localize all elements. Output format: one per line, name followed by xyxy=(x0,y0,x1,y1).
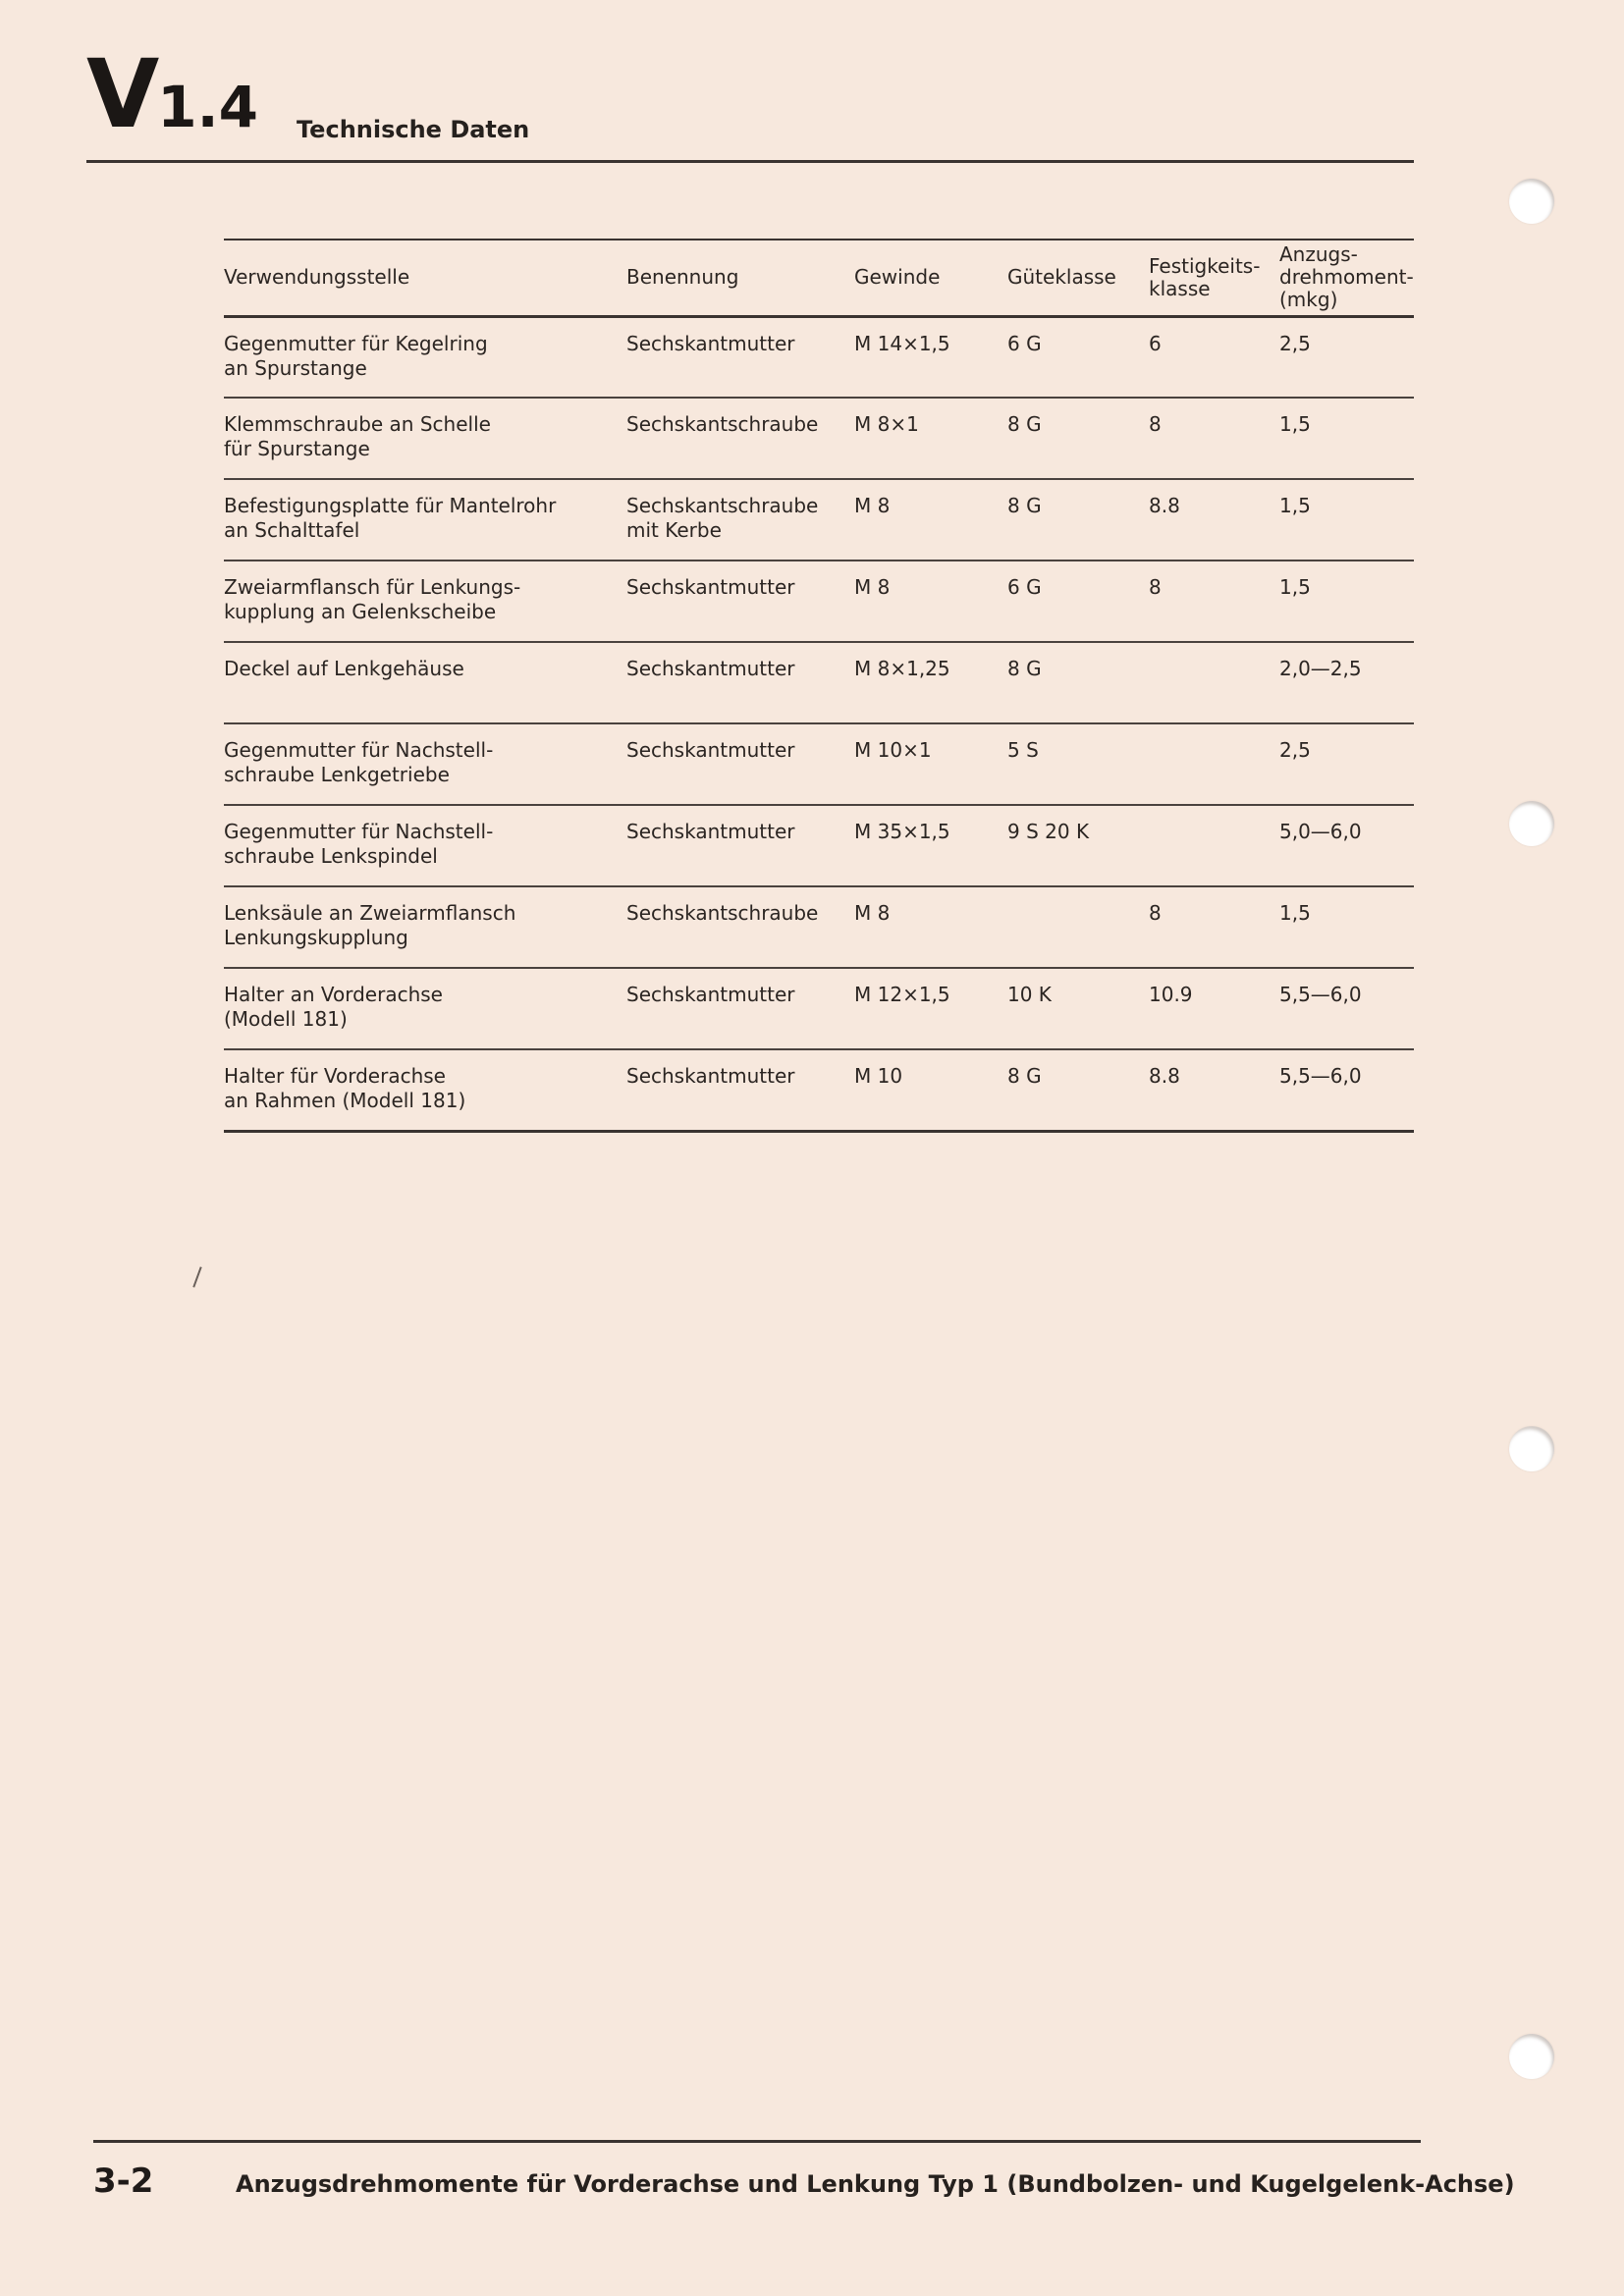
table-row xyxy=(224,1049,1414,1131)
stray-pen-mark xyxy=(192,1266,201,1287)
column-header: Benennung xyxy=(626,265,739,290)
cell-verwendungsstelle: Gegenmutter für Nachstell- schraube Lenkspindel xyxy=(224,820,494,868)
cell-gewinde: M 10 xyxy=(854,1064,903,1088)
cell-anzugsdrehmoment: 5,0—6,0 xyxy=(1279,820,1362,843)
footer-divider xyxy=(93,2140,1421,2143)
table-row xyxy=(224,723,1414,805)
cell-gueteklasse: 8 G xyxy=(1007,494,1042,517)
cell-anzugsdrehmoment: 2,5 xyxy=(1279,738,1311,762)
cell-verwendungsstelle: Klemmschraube an Schelle für Spurstange xyxy=(224,412,491,460)
cell-gueteklasse: 5 S xyxy=(1007,738,1039,762)
column-header: Verwendungsstelle xyxy=(224,265,410,290)
cell-benennung: Sechskantschraube mit Kerbe xyxy=(626,494,819,542)
cell-anzugsdrehmoment: 1,5 xyxy=(1279,412,1311,436)
footer-title: Anzugsdrehmomente für Vorderachse und Lenkung Typ 1 (Bundbolzen- und Kugelgelenk-Achse) xyxy=(236,2170,1515,2198)
page-title: Technische Daten xyxy=(297,116,530,143)
punch-hole xyxy=(1509,2034,1554,2079)
cell-festigkeitsklasse xyxy=(1149,805,1279,886)
cell-benennung: Sechskantschraube xyxy=(626,412,819,436)
table-row xyxy=(224,805,1414,886)
table-row xyxy=(224,398,1414,479)
cell-anzugsdrehmoment: 1,5 xyxy=(1279,901,1311,925)
cell-gueteklasse xyxy=(1007,886,1149,968)
cell-gewinde: M 8×1 xyxy=(854,412,919,436)
cell-festigkeitsklasse: 10.9 xyxy=(1149,983,1193,1006)
cell-verwendungsstelle: Halter an Vorderachse (Modell 181) xyxy=(224,983,443,1031)
cell-festigkeitsklasse xyxy=(1149,642,1279,723)
cell-gewinde: M 8 xyxy=(854,901,891,925)
punch-hole xyxy=(1509,801,1554,846)
cell-benennung: Sechskantmutter xyxy=(626,820,795,843)
column-header: Güteklasse xyxy=(1007,265,1116,290)
column-header: Anzugs- drehmoment- (mkg) xyxy=(1279,242,1414,312)
cell-festigkeitsklasse xyxy=(1149,723,1279,805)
cell-gueteklasse: 6 G xyxy=(1007,575,1042,599)
cell-benennung: Sechskantschraube xyxy=(626,901,819,925)
column-header: Festigkeits- klasse xyxy=(1149,253,1261,300)
table-row xyxy=(224,886,1414,968)
cell-anzugsdrehmoment: 2,0—2,5 xyxy=(1279,657,1362,680)
cell-benennung: Sechskantmutter xyxy=(626,657,795,680)
column-header: Gewinde xyxy=(854,265,941,290)
page-header xyxy=(86,39,1412,163)
table-header-row xyxy=(224,240,1414,316)
cell-anzugsdrehmoment: 1,5 xyxy=(1279,575,1311,599)
punch-hole xyxy=(1509,1426,1554,1471)
cell-festigkeitsklasse: 8 xyxy=(1149,901,1162,925)
table-row xyxy=(224,316,1414,398)
cell-verwendungsstelle: Befestigungsplatte für Mantelrohr an Schalttafel xyxy=(224,494,557,542)
cell-verwendungsstelle: Deckel auf Lenkgehäuse xyxy=(224,657,464,680)
section-code-number: 1.4 xyxy=(157,74,259,140)
cell-festigkeitsklasse: 8 xyxy=(1149,575,1162,599)
cell-verwendungsstelle: Zweiarmflansch für Lenkungs- kupplung an Gelenkscheibe xyxy=(224,575,521,623)
page-number: 3-2 xyxy=(93,2162,154,2201)
cell-gewinde: M 14×1,5 xyxy=(854,331,950,355)
cell-gueteklasse: 8 G xyxy=(1007,1064,1042,1088)
section-code xyxy=(86,39,259,149)
cell-benennung: Sechskantmutter xyxy=(626,983,795,1006)
cell-gewinde: M 8 xyxy=(854,575,891,599)
cell-benennung: Sechskantmutter xyxy=(626,738,795,762)
cell-gewinde: M 12×1,5 xyxy=(854,983,950,1006)
cell-benennung: Sechskantmutter xyxy=(626,575,795,599)
header-divider xyxy=(86,160,1414,163)
cell-anzugsdrehmoment: 1,5 xyxy=(1279,494,1311,517)
cell-festigkeitsklasse: 8.8 xyxy=(1149,494,1180,517)
cell-benennung: Sechskantmutter xyxy=(626,331,795,355)
cell-anzugsdrehmoment: 5,5—6,0 xyxy=(1279,1064,1362,1088)
cell-verwendungsstelle: Gegenmutter für Nachstell- schraube Lenkgetriebe xyxy=(224,738,494,786)
cell-verwendungsstelle: Gegenmutter für Kegelring an Spurstange xyxy=(224,331,488,380)
cell-gewinde: M 8×1,25 xyxy=(854,657,950,680)
cell-gueteklasse: 8 G xyxy=(1007,657,1042,680)
cell-verwendungsstelle: Lenksäule an Zweiarmflansch Lenkungskupplung xyxy=(224,901,516,949)
cell-festigkeitsklasse: 8.8 xyxy=(1149,1064,1180,1088)
cell-gueteklasse: 10 K xyxy=(1007,983,1052,1006)
cell-verwendungsstelle: Halter für Vorderachse an Rahmen (Modell 181) xyxy=(224,1064,466,1112)
cell-gewinde: M 35×1,5 xyxy=(854,820,950,843)
section-code-letter: V xyxy=(86,39,158,149)
cell-festigkeitsklasse: 6 xyxy=(1149,331,1162,355)
table-row xyxy=(224,479,1414,561)
cell-gewinde: M 10×1 xyxy=(854,738,932,762)
cell-benennung: Sechskantmutter xyxy=(626,1064,795,1088)
cell-gueteklasse: 8 G xyxy=(1007,412,1042,436)
cell-festigkeitsklasse: 8 xyxy=(1149,412,1162,436)
torque-spec-table xyxy=(224,239,1414,1133)
table-row xyxy=(224,561,1414,642)
table-row xyxy=(224,642,1414,723)
cell-anzugsdrehmoment: 2,5 xyxy=(1279,331,1311,355)
table-row xyxy=(224,968,1414,1049)
cell-gewinde: M 8 xyxy=(854,494,891,517)
cell-gueteklasse: 6 G xyxy=(1007,331,1042,355)
cell-anzugsdrehmoment: 5,5—6,0 xyxy=(1279,983,1362,1006)
punch-hole xyxy=(1509,179,1554,224)
cell-gueteklasse: 9 S 20 K xyxy=(1007,820,1090,843)
